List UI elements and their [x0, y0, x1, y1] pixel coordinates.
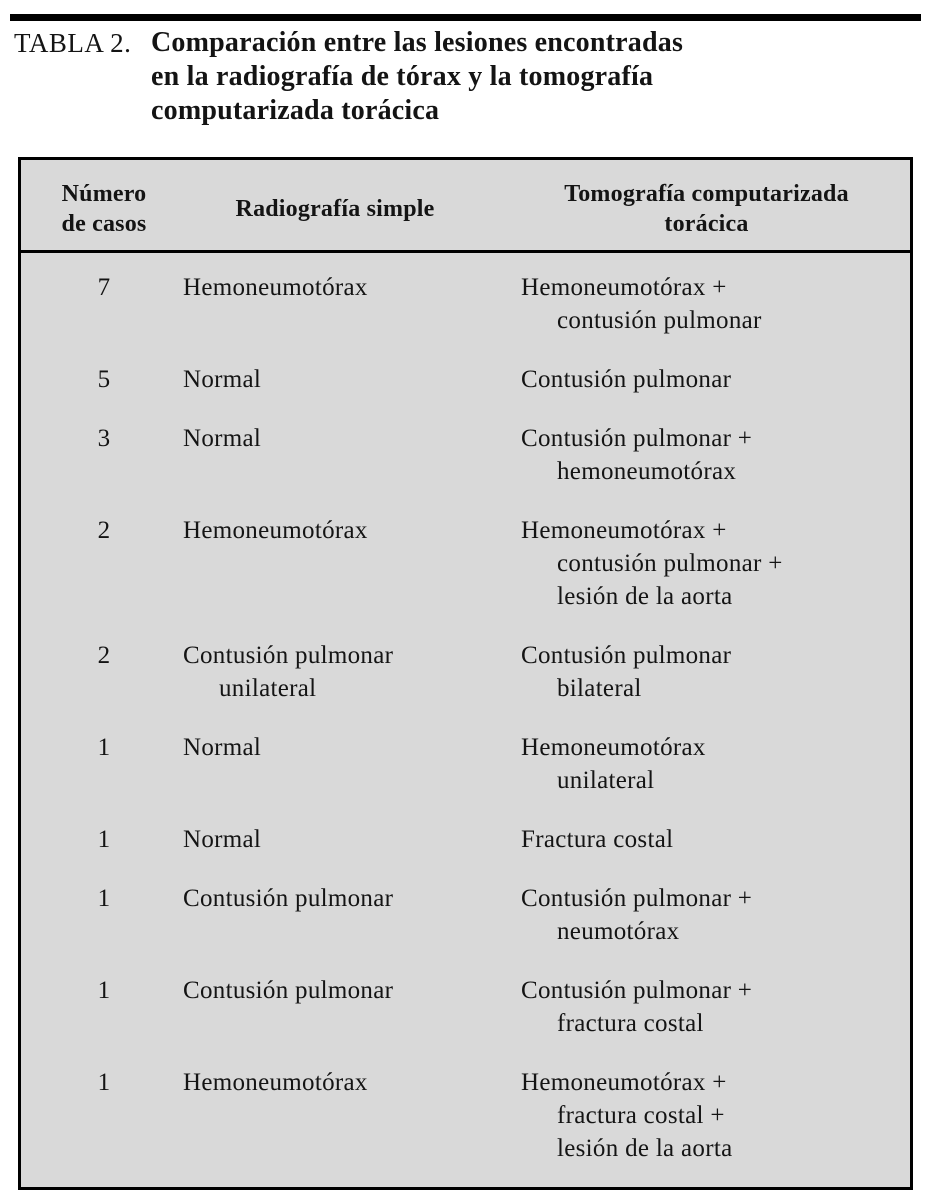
cell-line: fractura costal +: [557, 1102, 725, 1129]
header-tomografia: [503, 179, 910, 239]
cell-tomografia-toracica: [503, 422, 910, 488]
cell-numero-casos: 3: [97, 425, 111, 452]
cell-line: Contusión pulmonar: [521, 366, 732, 393]
cell-numero-casos: 5: [97, 366, 111, 393]
table-row: [21, 271, 910, 337]
cell-tomografia-toracica: [503, 514, 910, 613]
table-title-line: computarizada torácica: [151, 95, 440, 126]
table-row: [21, 422, 910, 488]
cell-numero-casos: 1: [97, 734, 111, 761]
cell-radiografia-simple: [167, 1066, 503, 1099]
cell-radiografia-simple: [167, 514, 503, 547]
cell-line: Normal: [183, 826, 262, 853]
cell-line: fractura costal: [557, 1010, 704, 1037]
table-row: [21, 974, 910, 1040]
table-body: [21, 253, 910, 1165]
cell-radiografia-simple: [167, 731, 503, 764]
cell-line: Hemoneumotórax +: [521, 517, 727, 544]
cell-radiografia-simple: [167, 422, 503, 455]
cell-tomografia-toracica: [503, 271, 910, 337]
cell-line: Hemoneumotórax +: [521, 274, 727, 301]
header-line: de casos: [61, 211, 147, 237]
header-line: torácica: [664, 211, 749, 237]
cell-numero-casos: 7: [97, 274, 111, 301]
cell-numero-casos: 1: [97, 826, 111, 853]
cell-line: Contusión pulmonar: [183, 977, 394, 1004]
cell-line: Hemoneumotórax +: [521, 1069, 727, 1096]
cell-radiografia-simple: [167, 974, 503, 1007]
cell-line: Contusión pulmonar +: [521, 885, 753, 912]
cell-line: neumotórax: [557, 918, 680, 945]
cell-line: unilateral: [557, 767, 655, 794]
header-radiografia: [167, 194, 503, 224]
cell-line: contusión pulmonar +: [557, 550, 783, 577]
cell-line: Fractura costal: [521, 826, 674, 853]
cell-line: Normal: [183, 734, 262, 761]
cell-line: Normal: [183, 425, 262, 452]
cell-line: Hemoneumotórax: [183, 517, 368, 544]
cell-tomografia-toracica: [503, 974, 910, 1040]
table-row: [21, 823, 910, 856]
cell-tomografia-toracica: [503, 882, 910, 948]
top-rule: [10, 14, 921, 21]
cell-line: lesión de la aorta: [557, 1135, 733, 1162]
cell-radiografia-simple: [167, 271, 503, 304]
table-row: [21, 514, 910, 613]
table-title-line: Comparación entre las lesiones encontradas: [151, 27, 684, 58]
cell-tomografia-toracica: [503, 363, 910, 396]
header-line: Tomografía computarizada: [564, 181, 849, 207]
cell-line: Contusión pulmonar +: [521, 425, 753, 452]
cell-line: Hemoneumotórax: [183, 274, 368, 301]
cell-radiografia-simple: [167, 363, 503, 396]
cell-radiografia-simple: [167, 882, 503, 915]
header-line: Radiografía simple: [235, 196, 435, 222]
table-row: [21, 639, 910, 705]
cell-numero-casos: 2: [97, 642, 111, 669]
table-row: [21, 731, 910, 797]
cell-radiografia-simple: [167, 639, 503, 705]
table-row: [21, 1066, 910, 1165]
cell-numero-casos: 2: [97, 517, 111, 544]
cell-line: Contusión pulmonar +: [521, 977, 753, 1004]
comparison-table: [18, 157, 913, 1190]
cell-line: Contusión pulmonar: [183, 642, 394, 669]
cell-numero-casos: 1: [97, 885, 111, 912]
cell-tomografia-toracica: [503, 1066, 910, 1165]
cell-numero-casos: 1: [97, 1069, 111, 1096]
cell-line: Hemoneumotórax: [521, 734, 706, 761]
cell-line: Hemoneumotórax: [183, 1069, 368, 1096]
table-label: TABLA 2.: [14, 28, 132, 58]
table-title: [151, 26, 683, 128]
cell-radiografia-simple: [167, 823, 503, 856]
cell-line: Normal: [183, 366, 262, 393]
header-cases: [21, 179, 167, 239]
table-header: [21, 160, 910, 250]
table-title-line: en la radiografía de tórax y la tomografía: [151, 61, 654, 92]
cell-tomografia-toracica: [503, 823, 910, 856]
table-caption: [14, 26, 919, 128]
cell-numero-casos: 1: [97, 977, 111, 1004]
cell-line: contusión pulmonar: [557, 307, 762, 334]
header-line: Número: [61, 181, 147, 207]
cell-tomografia-toracica: [503, 639, 910, 705]
cell-line: hemoneumotórax: [557, 458, 737, 485]
cell-line: unilateral: [219, 675, 317, 702]
cell-line: bilateral: [557, 675, 642, 702]
cell-line: Contusión pulmonar: [521, 642, 732, 669]
table-row: [21, 882, 910, 948]
cell-line: Contusión pulmonar: [183, 885, 394, 912]
table-row: [21, 363, 910, 396]
cell-line: lesión de la aorta: [557, 583, 733, 610]
cell-tomografia-toracica: [503, 731, 910, 797]
